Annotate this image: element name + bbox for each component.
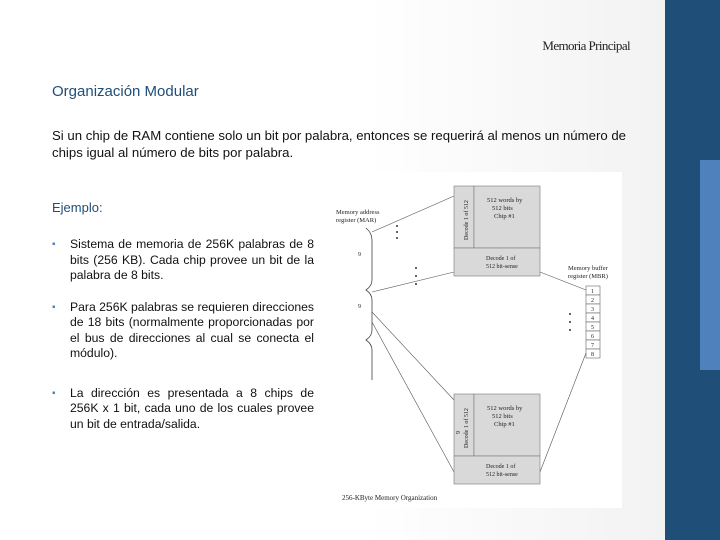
address-line bbox=[372, 312, 454, 400]
ellipsis-dot bbox=[415, 267, 417, 269]
bus-width-top: 9 bbox=[358, 252, 361, 258]
mbr-bit-label: 4 bbox=[591, 316, 594, 322]
chip-top-text-3: Chip #1 bbox=[494, 213, 515, 220]
bullet-text: Para 256K palabras se requieren direcciones de 18 bits (normalmente proporcionadas por el bus de direcciones al cual se conecta el módulo). bbox=[70, 299, 314, 360]
col-decoder-top-text-1: Decode 1 of bbox=[486, 256, 516, 262]
row-decoder-bottom-label: Decode 1 of 512 bbox=[464, 408, 470, 448]
mar-label-line1: Memory address bbox=[336, 209, 380, 216]
bullet-item bbox=[52, 386, 314, 433]
row-decoder-top-label: Decode 1 of 512 bbox=[464, 200, 470, 240]
bullet-text: La dirección es presentada a 8 chips de 256K x 1 bit, cada uno de los cuales provee un bit de entrada/salida. bbox=[70, 385, 314, 431]
data-line bbox=[540, 353, 586, 472]
figure-caption: 256-KByte Memory Organization bbox=[342, 494, 438, 502]
chip-top-text-1: 512 words by bbox=[487, 197, 523, 204]
bullet-icon: ▪ bbox=[52, 301, 56, 313]
side-band-light bbox=[700, 160, 720, 370]
memory-organization-diagram bbox=[330, 172, 622, 508]
col-decoder-bottom-text-1: Decode 1 of bbox=[486, 464, 516, 470]
ellipsis-dot bbox=[396, 225, 398, 227]
ellipsis-dot bbox=[569, 329, 571, 331]
bullet-item bbox=[52, 237, 314, 284]
chip-bottom-text-1: 512 words by bbox=[487, 405, 523, 412]
memory-organization-figure bbox=[330, 172, 622, 508]
col-decoder-bottom-text-2: 512 bit-sense bbox=[486, 472, 518, 478]
ellipsis-dot bbox=[415, 275, 417, 277]
chip-bottom-text-3: Chip #1 bbox=[494, 421, 515, 428]
intro-paragraph: Si un chip de RAM contiene solo un bit por palabra, entonces se requerirá al menos un número de chips igual al número de bits por palabra. bbox=[52, 128, 626, 160]
ellipsis-dot bbox=[396, 237, 398, 239]
ellipsis-dot bbox=[569, 313, 571, 315]
address-line bbox=[372, 322, 454, 472]
mbr-bit-label: 2 bbox=[591, 298, 594, 304]
mbr-label-line2: register (MBR) bbox=[568, 273, 608, 280]
column-decoder-top bbox=[454, 248, 540, 276]
mbr-bit-label: 5 bbox=[591, 325, 594, 331]
chip-top-text-2: 512 bits bbox=[492, 205, 513, 212]
bus-width-bottom: 9 bbox=[358, 304, 361, 310]
ellipsis-dot bbox=[396, 231, 398, 233]
row-decoder-bottom-small: 9 bbox=[456, 431, 462, 434]
column-decoder-bottom bbox=[454, 456, 540, 484]
col-decoder-top-text-2: 512 bit-sense bbox=[486, 264, 518, 270]
bullet-icon: ▪ bbox=[52, 239, 56, 250]
mbr-bit-label: 7 bbox=[591, 343, 594, 349]
bullet-list bbox=[52, 237, 314, 432]
mbr-bit-label: 6 bbox=[591, 334, 594, 340]
bullet-icon: ▪ bbox=[52, 387, 56, 399]
ellipsis-dot bbox=[569, 321, 571, 323]
bullet-text: Sistema de memoria de 256K palabras de 8 bits (256 KB). Cada chip provee un bit de la palabra de 8 bits. bbox=[70, 237, 314, 282]
example-label: Ejemplo: bbox=[52, 200, 103, 215]
address-line bbox=[372, 196, 454, 232]
mar-label-line2: register (MAR) bbox=[336, 217, 377, 224]
mbr-bit-label: 8 bbox=[591, 352, 594, 358]
bullet-item bbox=[52, 300, 314, 362]
section-title: Organización Modular bbox=[52, 83, 199, 100]
ellipsis-dot bbox=[415, 283, 417, 285]
address-line bbox=[372, 272, 454, 292]
page-header-title: Memoria Principal bbox=[542, 38, 630, 53]
mbr-bit-label: 3 bbox=[591, 307, 594, 313]
mar-register-outline bbox=[366, 228, 372, 380]
mbr-bit-label: 1 bbox=[591, 289, 594, 295]
mbr-register bbox=[586, 286, 600, 358]
mbr-label-line1: Memory buffer bbox=[568, 265, 608, 272]
chip-bottom-text-2: 512 bits bbox=[492, 413, 513, 420]
